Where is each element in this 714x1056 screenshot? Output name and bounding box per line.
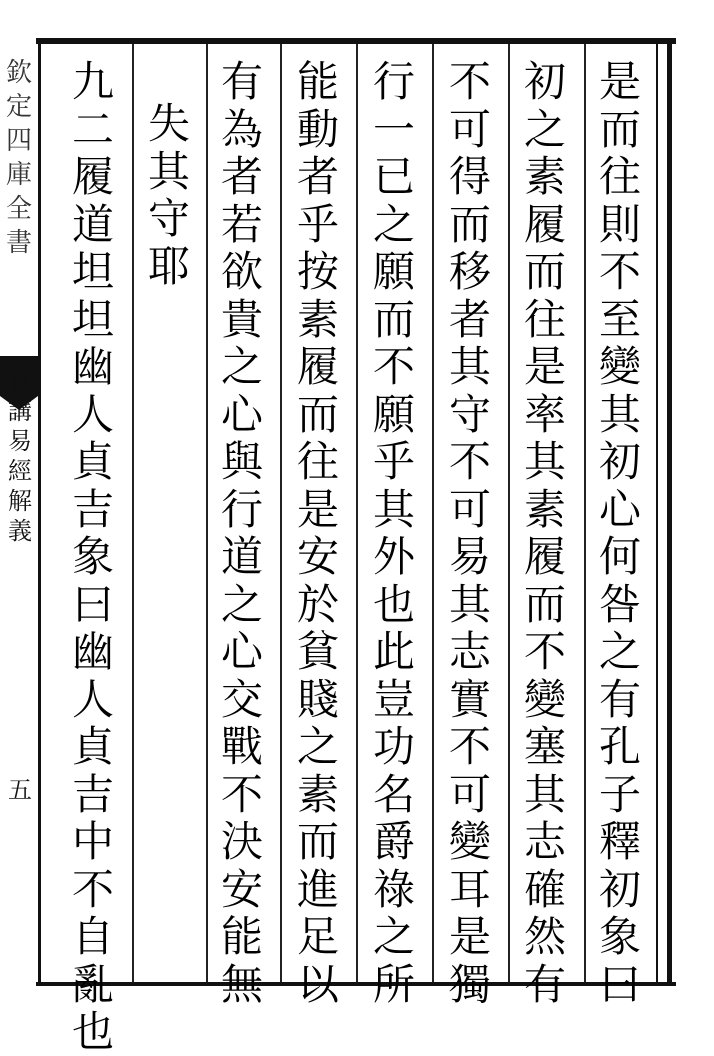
- text-column-5: 能動者乎按素履而往是安於貧賤之素而進足以: [296, 57, 339, 1009]
- frame-right-inner-border: [656, 44, 658, 982]
- column-rule: [280, 44, 282, 982]
- column-rule: [132, 44, 134, 982]
- column-rule: [206, 44, 208, 982]
- text-column-8: 九二履道坦坦幽人貞吉象曰幽人貞吉中不自亂也: [71, 57, 114, 1056]
- frame-bottom-border: [36, 982, 676, 986]
- margin-collection-title: 欽定四庫全書: [5, 58, 32, 258]
- frame-right-border: [667, 38, 672, 986]
- column-rule: [584, 44, 586, 982]
- column-rule: [432, 44, 434, 982]
- text-column-2: 初之素履而往是率其素履而不變塞其志確然有: [523, 57, 566, 1009]
- text-column-1: 是而往則不至變其初心何咎之有孔子釋初象曰: [598, 57, 641, 1009]
- text-column-6: 有為者若欲貴之心與行道之心交戰不決安能無: [220, 57, 263, 1009]
- column-rule: [356, 44, 358, 982]
- text-column-4: 行一已之願而不願乎其外也此豈功名爵祿之所: [372, 57, 415, 1009]
- column-rule: [508, 44, 510, 982]
- margin-page-number: 五: [8, 776, 32, 804]
- text-column-3: 不可得而移者其守不可易其志實不可變耳是獨: [448, 57, 491, 1009]
- margin-book-title: 日講易經解義: [8, 367, 32, 545]
- text-column-7: 失其守耶: [147, 99, 190, 291]
